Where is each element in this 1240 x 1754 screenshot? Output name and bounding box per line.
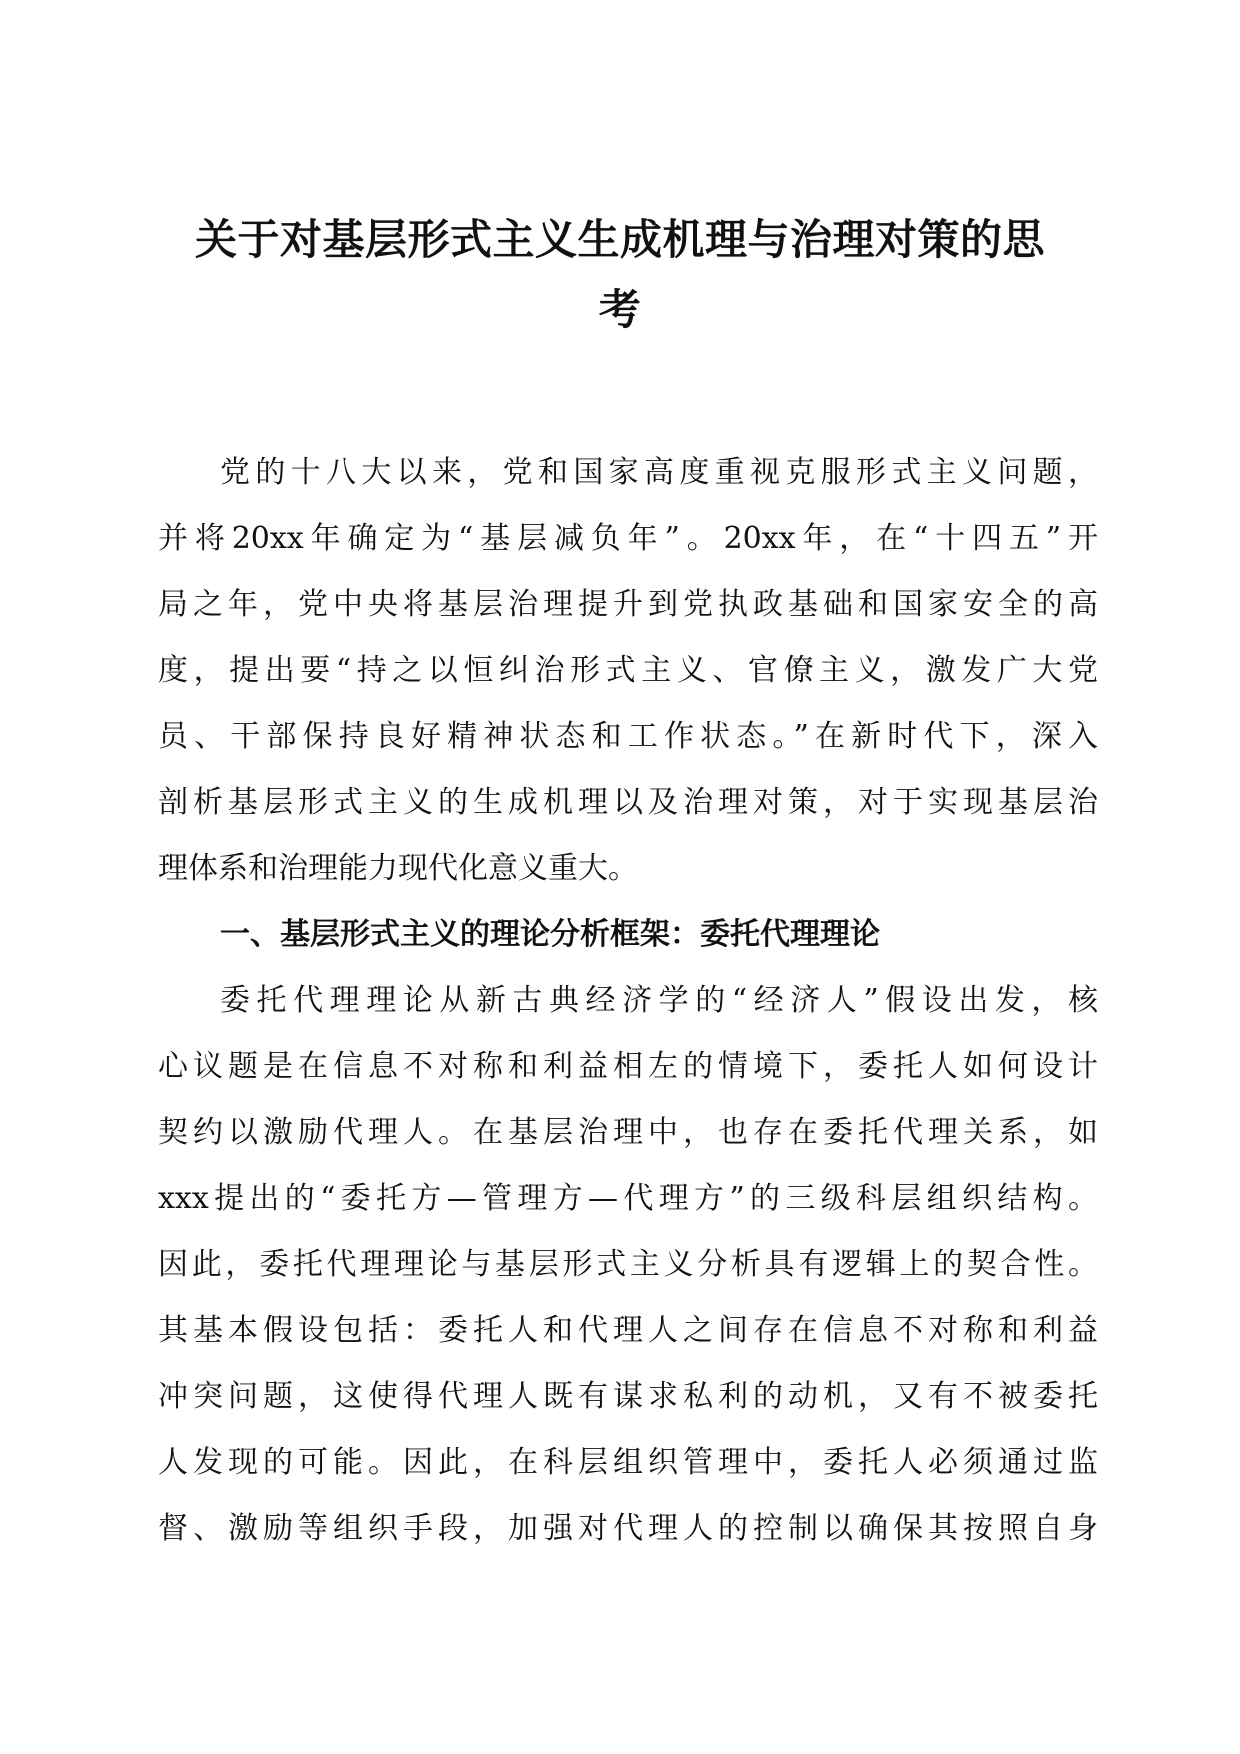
text-line: 委托代理理论从新古典经济学的“经济人”假设出发，核	[220, 983, 1098, 1018]
text-line: 督、激励等组织手段，加强对代理人的控制以确保其按照自身	[158, 1511, 1098, 1546]
title-line: 考	[598, 285, 642, 334]
text-line: 心议题是在信息不对称和利益相左的情境下，委托人如何设计	[158, 1049, 1098, 1084]
paragraph-intro	[158, 440, 1098, 902]
text-line: 契约以激励代理人。在基层治理中，也存在委托代理关系，如	[158, 1115, 1098, 1150]
text-line: 员、干部保持良好精神状态和工作状态。”在新时代下，深入	[158, 719, 1098, 754]
text-line: 并将20xx年确定为“基层减负年”。20xx年，在“十四五”开	[158, 521, 1098, 556]
title-line: 关于对基层形式主义生成机理与治理对策的思	[194, 215, 1045, 264]
text-line: 冲突问题，这使得代理人既有谋求私利的动机，又有不被委托	[158, 1379, 1098, 1414]
text-line: 党的十八大以来，党和国家高度重视克服形式主义问题，	[220, 455, 1098, 490]
text-line: 局之年，党中央将基层治理提升到党执政基础和国家安全的高	[158, 587, 1098, 622]
text-line: 理体系和治理能力现代化意义重大。	[158, 851, 638, 886]
paragraph-theory	[158, 968, 1098, 1562]
text-line: 剖析基层形式主义的生成机理以及治理对策，对于实现基层治	[158, 785, 1098, 820]
text-line: 因此，委托代理理论与基层形式主义分析具有逻辑上的契合性。	[158, 1247, 1098, 1282]
text-line: 其基本假设包括：委托人和代理人之间存在信息不对称和利益	[158, 1313, 1098, 1348]
document-body	[158, 440, 1098, 1562]
text-line: 人发现的可能。因此，在科层组织管理中，委托人必须通过监	[158, 1445, 1098, 1480]
section-heading: 一、基层形式主义的理论分析框架：委托代理理论	[220, 917, 880, 952]
text-line: xxx提出的“委托方—管理方—代理方”的三级科层组织结构。	[158, 1181, 1098, 1216]
document-title	[150, 205, 1090, 345]
text-line: 度，提出要“持之以恒纠治形式主义、官僚主义，激发广大党	[158, 653, 1098, 688]
